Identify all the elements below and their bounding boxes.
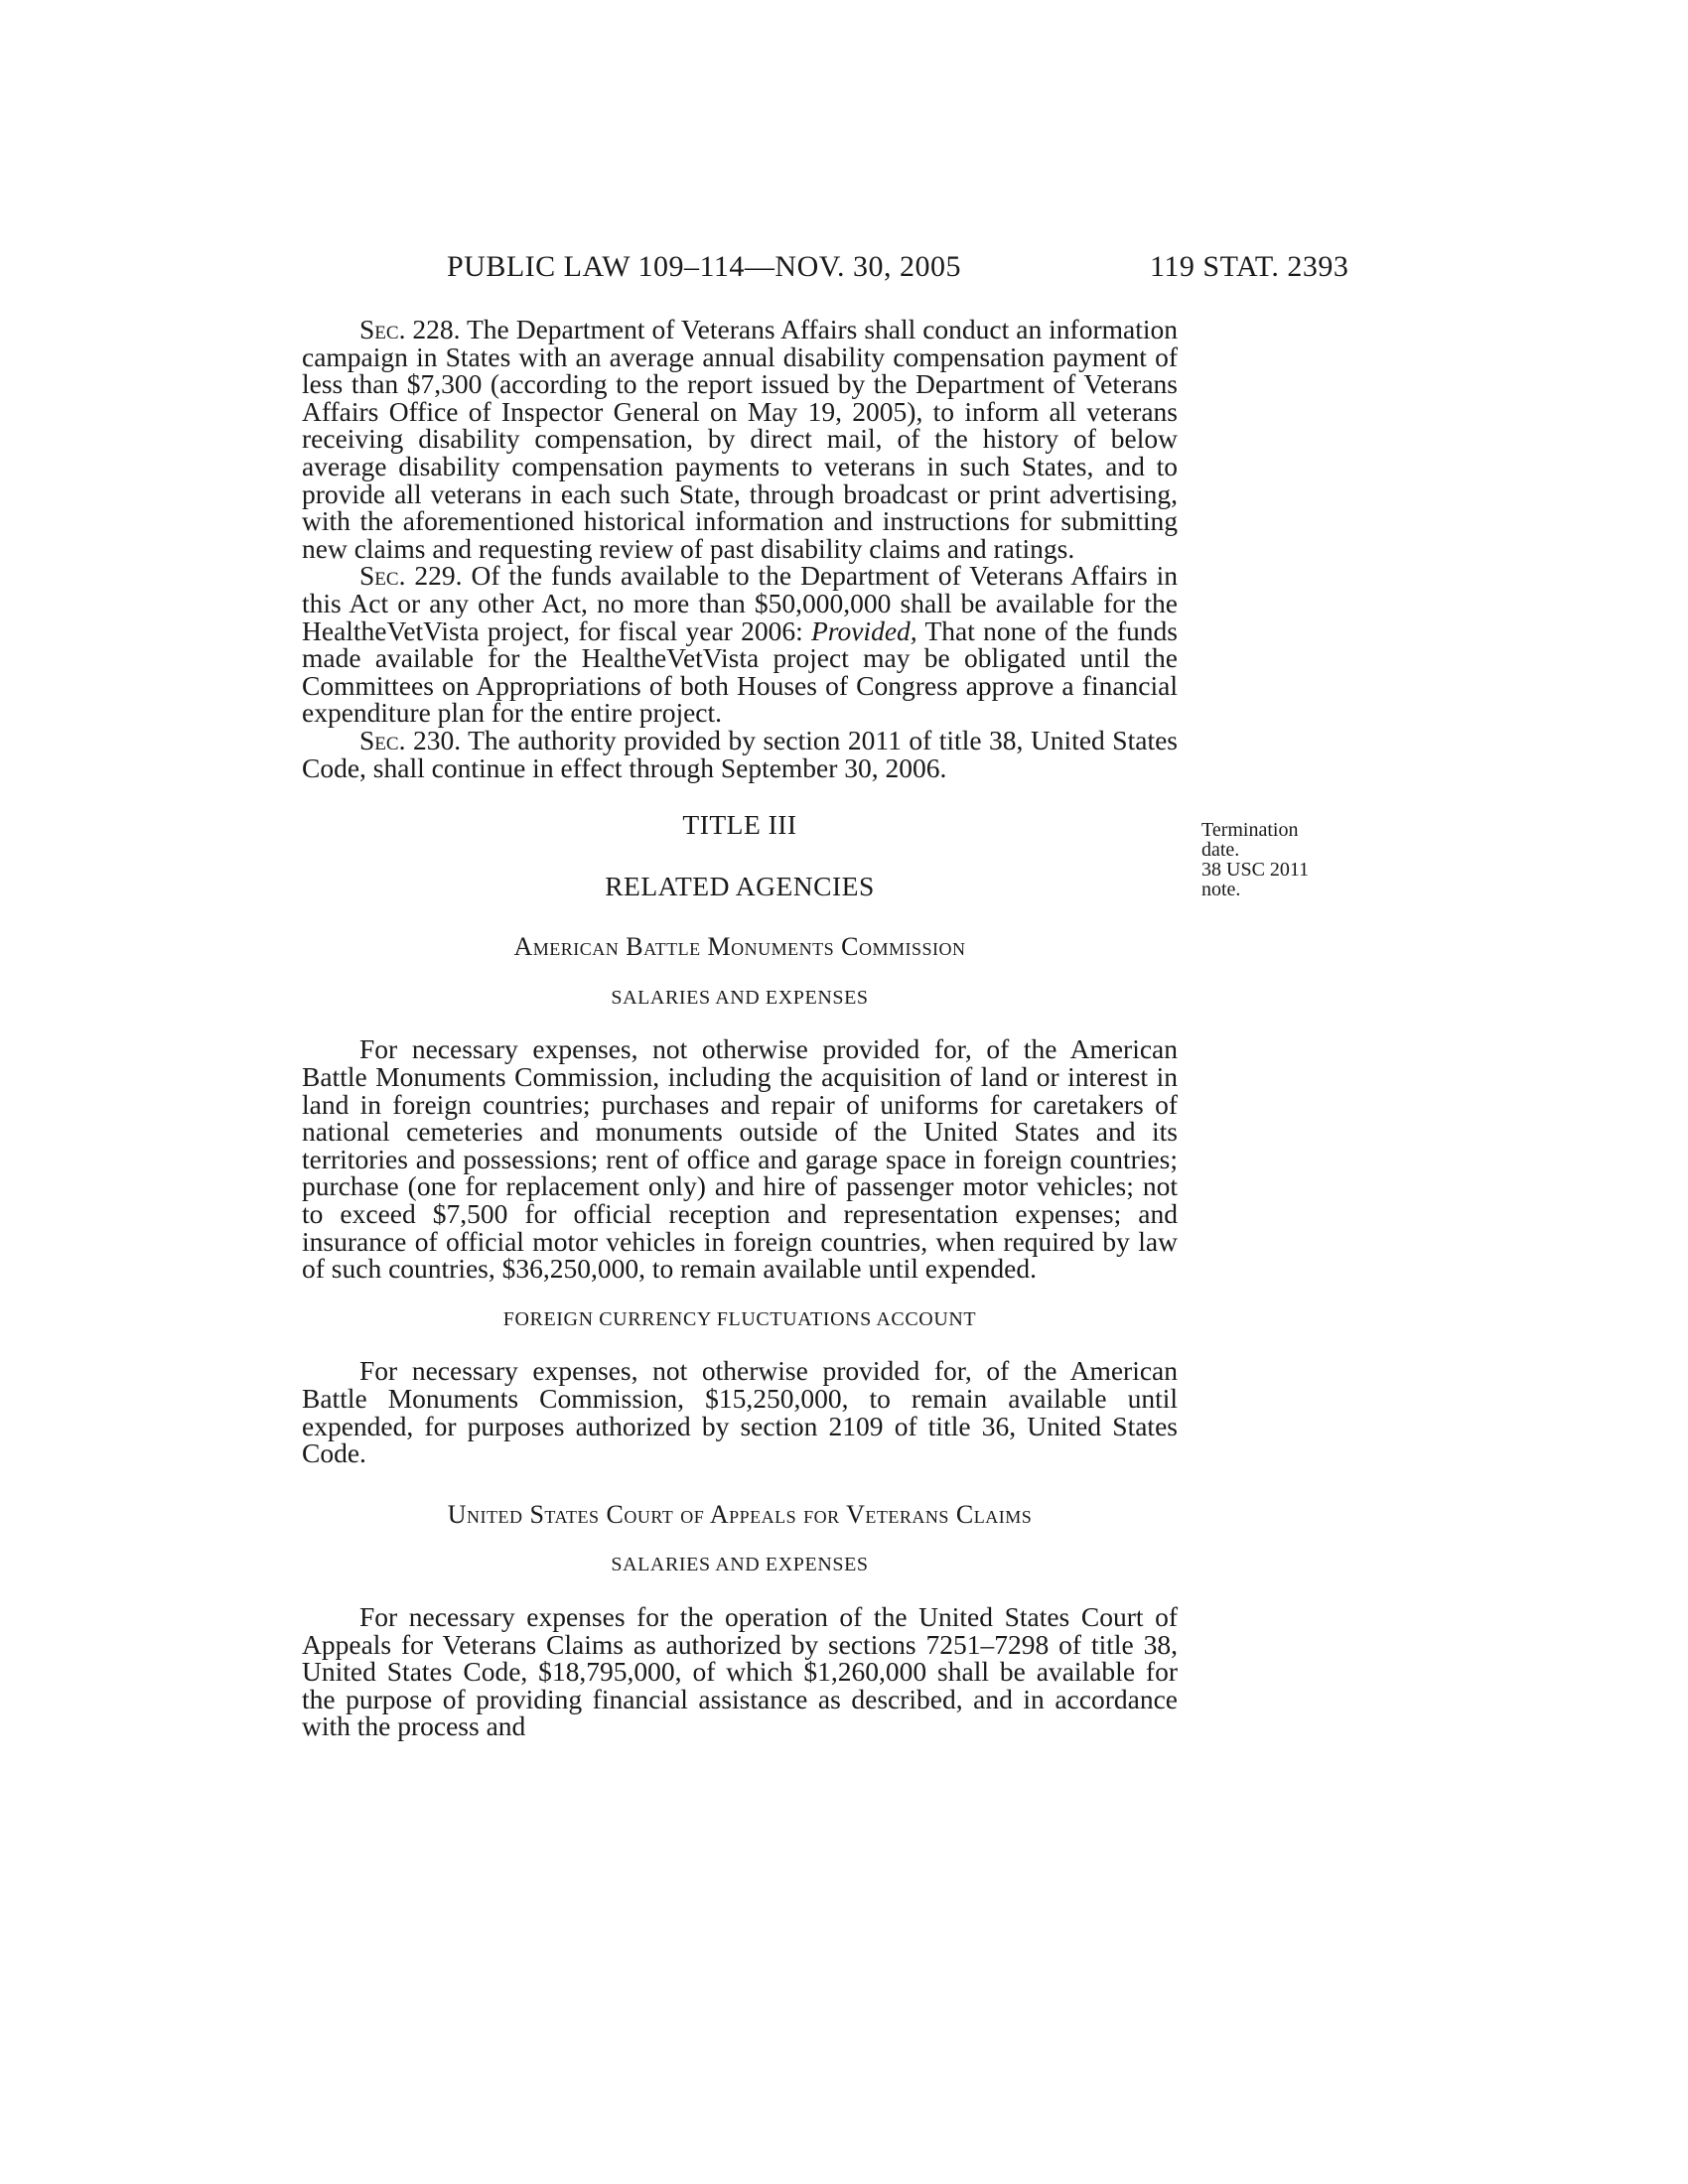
main-text-column [302, 316, 1178, 1740]
section-label: Sec. [359, 724, 406, 755]
section-229-text-part2: That none of the funds made available for the HealtheVetVista project may be obligated until the Committees on Appropriations of both Houses of Congress approve a financial expenditure plan for the entire project. [302, 614, 1178, 729]
section-228-text: 228. The Department of Veterans Affairs shall conduct an information campaign in States with an average annual disability compensation payment of less than $7,300 (according to the report issued by the Department of Veterans Affairs Office of Inspector General on May 19, 2005), to inform all veterans receiving disability compensation, by direct mail, of the history of below average disability compensation payments to veterans in such States, and to provide all veterans in each such State, through broadcast or print advertising, with the aforementioned historical information and instructions for submitting new claims and requesting review of past disability claims and ratings. [302, 314, 1178, 564]
abmc-heading: American Battle Monuments Commission [513, 932, 966, 962]
margin-note-termination-date [1201, 820, 1350, 899]
abmc-salaries-heading: SALARIES AND EXPENSES [611, 986, 869, 1009]
cavc-salaries-heading: SALARIES AND EXPENSES [611, 1554, 869, 1576]
section-230 [302, 724, 1178, 783]
fcfa-heading: FOREIGN CURRENCY FLUCTUATIONS ACCOUNT [502, 1307, 977, 1330]
section-229-text-part1: 229. Of the funds available to the Department of Veterans Affairs in this Act or any other Act, no more than $50,000,000 shall be available for the HealtheVetVista project, for fiscal year 2006: [302, 560, 1178, 646]
abmc-salaries-paragraph: For necessary expenses, not otherwise provided for, of the American Battle Monuments Commission, including the acquisition of land or interest in land in foreign countries; purchases and repair of uniforms for caretakers of national cemeteries and monuments outside of the United States and its territories and possessions; rent of office and garage space in foreign countries; purchase (one for replacement only) and hire of passenger motor vehicles; not to exceed $7,500 for official reception and representation expenses; and insurance of official motor vehicles in foreign countries, when required by law of such countries, $36,250,000, to remain available until expended. [302, 1033, 1178, 1285]
section-229 [302, 562, 1178, 727]
section-label: Sec. [359, 314, 406, 344]
running-header-stat-page: 119 STAT. 2393 [1150, 250, 1349, 283]
margin-note-line: Termination [1201, 819, 1299, 841]
section-228 [302, 316, 1178, 562]
cavc-heading: United States Court of Appeals for Veterans Claims [447, 1499, 1033, 1529]
fcfa-paragraph: For necessary expenses, not otherwise provided for, of the American Battle Monuments Commission, $15,250,000, to remain available until expended, for purposes authorized by section 2109 of title 36, United States Code. [302, 1355, 1178, 1469]
running-header-public-law: PUBLIC LAW 109–114—NOV. 30, 2005 [447, 250, 962, 283]
margin-note-line: 38 USC 2011 [1201, 859, 1310, 881]
margin-note-line: note. [1201, 879, 1241, 900]
cavc-salaries-paragraph: For necessary expenses for the operation of the United States Court of Appeals for Veterans Claims as authorized by sections 7251–7298 of title 38, United States Code, $18,795,000, of which $1,260,000 shall be available for the purpose of providing financial assistance as described, and in accordance with the process and [302, 1600, 1178, 1742]
margin-note-line: date. [1201, 839, 1240, 861]
provided-proviso: Provided, [811, 614, 917, 646]
title-heading: TITLE III [682, 809, 797, 841]
related-agencies-heading: RELATED AGENCIES [605, 870, 875, 901]
section-230-text: 230. The authority provided by section 2011 of title 38, United States Code, shall continue in effect through September 30, 2006. [302, 724, 1178, 783]
section-label: Sec. [359, 560, 406, 592]
